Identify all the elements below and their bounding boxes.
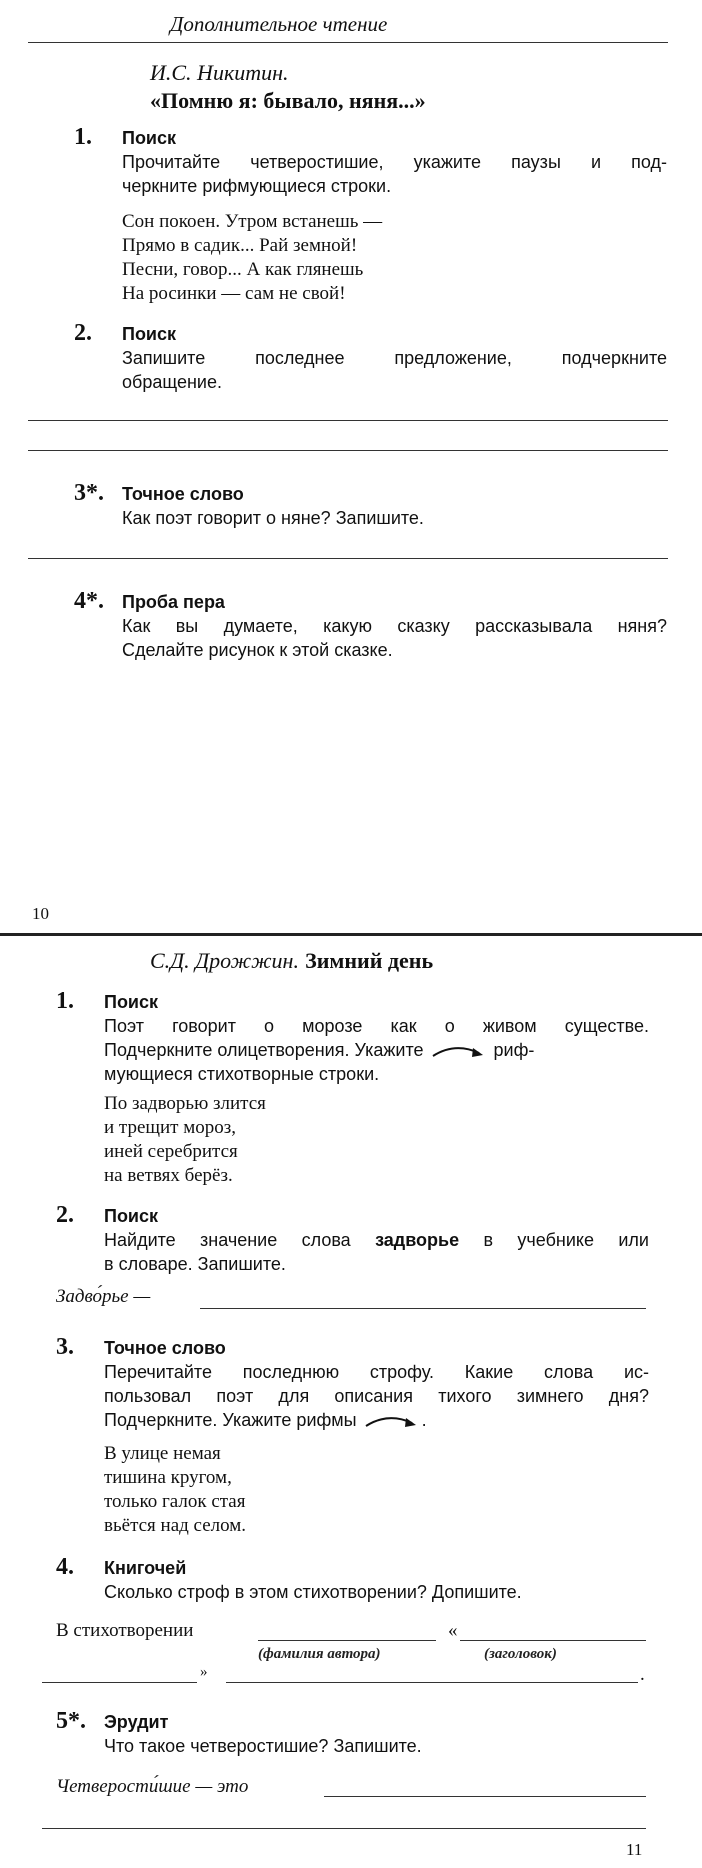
author-name: С.Д. Дрожжин. [150,948,299,973]
task-instructions: Что такое четверостишие? Запишите. [104,1736,422,1756]
task-number: 1. [56,988,74,1014]
task-instructions: Поэт говорит о морозе как о живом существе. Подчеркните олицетворения. Укажите риф- мующиеся стихотворные строки. [104,1016,649,1084]
task-number: 5*. [56,1708,86,1734]
header-divider [28,42,668,43]
task-instructions: Прочитайте четверостишие, укажите паузы и под- черкните рифмующиеся строки. [122,152,667,196]
page-number: 10 [32,904,49,923]
section-header: Дополнительное чтение [170,12,388,36]
task-number: 3. [56,1334,74,1360]
task-number: 2. [56,1202,74,1228]
poem-title: «Помню я: бывало, няня...» [150,88,426,113]
title-answer-line[interactable] [460,1640,646,1641]
answer-line[interactable] [324,1796,646,1797]
task-number: 4*. [74,588,104,614]
task-heading: Поиск [104,992,159,1012]
answer-line[interactable] [28,420,668,421]
title-answer-line-continued[interactable] [42,1682,197,1683]
in-poem-label: В стихотворении [56,1620,194,1641]
author-answer-line[interactable] [258,1640,436,1641]
poem-stanza: По задворью злится и трещит мороз, иней серебрится на ветвях берёз. [104,1093,266,1186]
task-instructions: Перечитайте последнюю строфу. Какие слова ис- пользовал поэт для описания тихого зимнего дня? Подчеркните. Укажите рифмы . [104,1362,649,1430]
title-caption: (заголовок) [484,1646,557,1662]
task-number: 2. [74,320,92,346]
answer-line[interactable] [42,1828,646,1829]
task-heading: Проба пера [122,592,225,612]
task-heading: Поиск [104,1206,159,1226]
poem-title: Зимний день [305,948,434,973]
task-number: 3*. [74,480,104,506]
rhyme-arrow-icon [429,1042,489,1060]
task-instructions: Найдите значение слова задворье в учебнике или в словаре. Запишите. [104,1230,649,1274]
zadvorye-label: Задво́рье — [56,1286,151,1307]
quatrain: Сон покоен. Утром встанешь — Прямо в садик... Рай земной! Песни, говор... А как глянешь На росинки — сам не свой! [122,211,383,304]
task-instructions: Запишите последнее предложение, подчеркните обращение. [122,348,667,392]
task-instructions: Как вы думаете, какую сказку рассказывала няня? Сделайте рисунок к этой сказке. [122,616,667,660]
close-quote: » [200,1664,208,1680]
answer-line[interactable] [226,1682,638,1683]
quatrain-label: Четверости́шие — это [56,1776,249,1797]
page-number: 11 [626,1840,643,1859]
task-heading: Поиск [122,324,177,344]
task-heading: Точное слово [122,484,244,504]
answer-line[interactable] [200,1308,646,1309]
end-period: . [640,1664,645,1685]
task-heading: Книгочей [104,1558,187,1578]
task-instructions: Сколько строф в этом стихотворении? Допишите. [104,1582,522,1602]
task-heading: Эрудит [104,1712,169,1732]
rhyme-arrow-icon [362,1412,422,1430]
author-name: И.С. Никитин. [150,60,289,85]
task-heading: Точное слово [104,1338,226,1358]
page-11 [0,936,702,1868]
task-instructions: Как поэт говорит о няне? Запишите. [122,508,424,528]
answer-line[interactable] [28,558,668,559]
author-caption: (фамилия автора) [258,1646,381,1662]
task-number: 4. [56,1554,74,1580]
poem-heading [150,948,433,974]
open-quote: « [448,1620,458,1641]
answer-line[interactable] [28,450,668,451]
task-heading: Поиск [122,128,177,148]
task-number: 1. [74,124,92,150]
poem-stanza: В улице немая тишина кругом, только галок стая вьётся над селом. [104,1443,247,1536]
